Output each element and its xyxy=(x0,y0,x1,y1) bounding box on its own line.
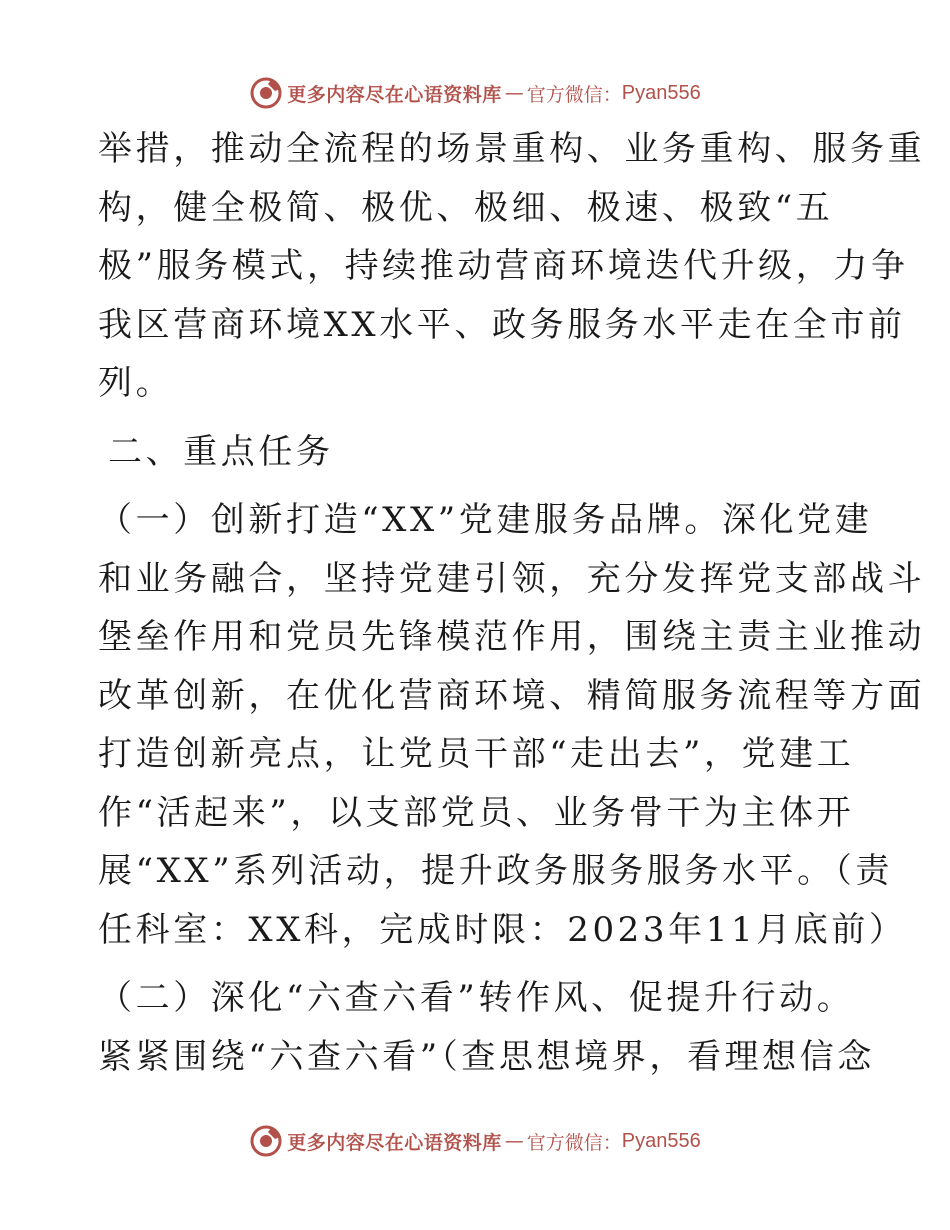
text-line: （二）深化“六查六看”转作风、促提升行动。 xyxy=(98,978,855,1018)
header-watermark xyxy=(0,73,950,113)
watermark-brand: 更多内容尽在心语资料库 xyxy=(287,83,502,106)
logo-icon xyxy=(249,76,283,110)
watermark-channel: 官方微信： xyxy=(526,83,622,106)
text-line: 展“XX”系列活动，提升政务服务服务水平。（责 xyxy=(98,851,893,891)
footer-watermark xyxy=(0,1121,950,1161)
watermark-channel: 官方微信： xyxy=(526,1131,622,1154)
text-line: 举措，推动全流程的场景重构、业务重构、服务重 xyxy=(98,129,926,169)
text-line: 列。 xyxy=(98,363,174,403)
text-line: 堡垒作用和党员先锋模范作用，围绕主责主业推动 xyxy=(98,617,926,657)
text-line: 构，健全极简、极优、极细、极速、极致“五 xyxy=(98,187,834,228)
text-line: 紧紧围绕“六查六看”（查思想境界，看理想信念 xyxy=(98,1036,875,1077)
text-line: 任科室：XX科，完成时限：2023年11月底前） xyxy=(98,909,907,950)
watermark-handle: Pyan556 xyxy=(621,1129,701,1152)
paragraph-intro xyxy=(98,120,926,413)
text-line: 作“活起来”，以支部党员、业务骨干为主体开 xyxy=(98,792,855,833)
watermark-dash: — xyxy=(504,1130,524,1152)
text-line: 我区营商环境XX水平、政务服务水平走在全市前 xyxy=(98,304,906,345)
paragraph-task-1 xyxy=(98,491,926,959)
text-line: 打造创新亮点，让党员干部“走出去”，党建工 xyxy=(98,734,855,774)
text-line: 极”服务模式，持续推动营商环境迭代升级，力争 xyxy=(98,246,909,286)
text-line: 和业务融合，坚持党建引领，充分发挥党支部战斗 xyxy=(98,558,926,599)
text-line: （一）创新打造“XX”党建服务品牌。深化党建 xyxy=(98,500,873,540)
section-heading: 二、重点任务 xyxy=(108,431,334,472)
paragraph-task-2 xyxy=(98,969,875,1086)
watermark-dash: — xyxy=(504,82,524,104)
text-line: 改革创新，在优化营商环境、精简服务流程等方面 xyxy=(98,675,926,716)
watermark-brand: 更多内容尽在心语资料库 xyxy=(287,1131,502,1154)
watermark-handle: Pyan556 xyxy=(621,81,701,104)
logo-icon xyxy=(249,1124,283,1158)
document-body xyxy=(98,120,926,1086)
